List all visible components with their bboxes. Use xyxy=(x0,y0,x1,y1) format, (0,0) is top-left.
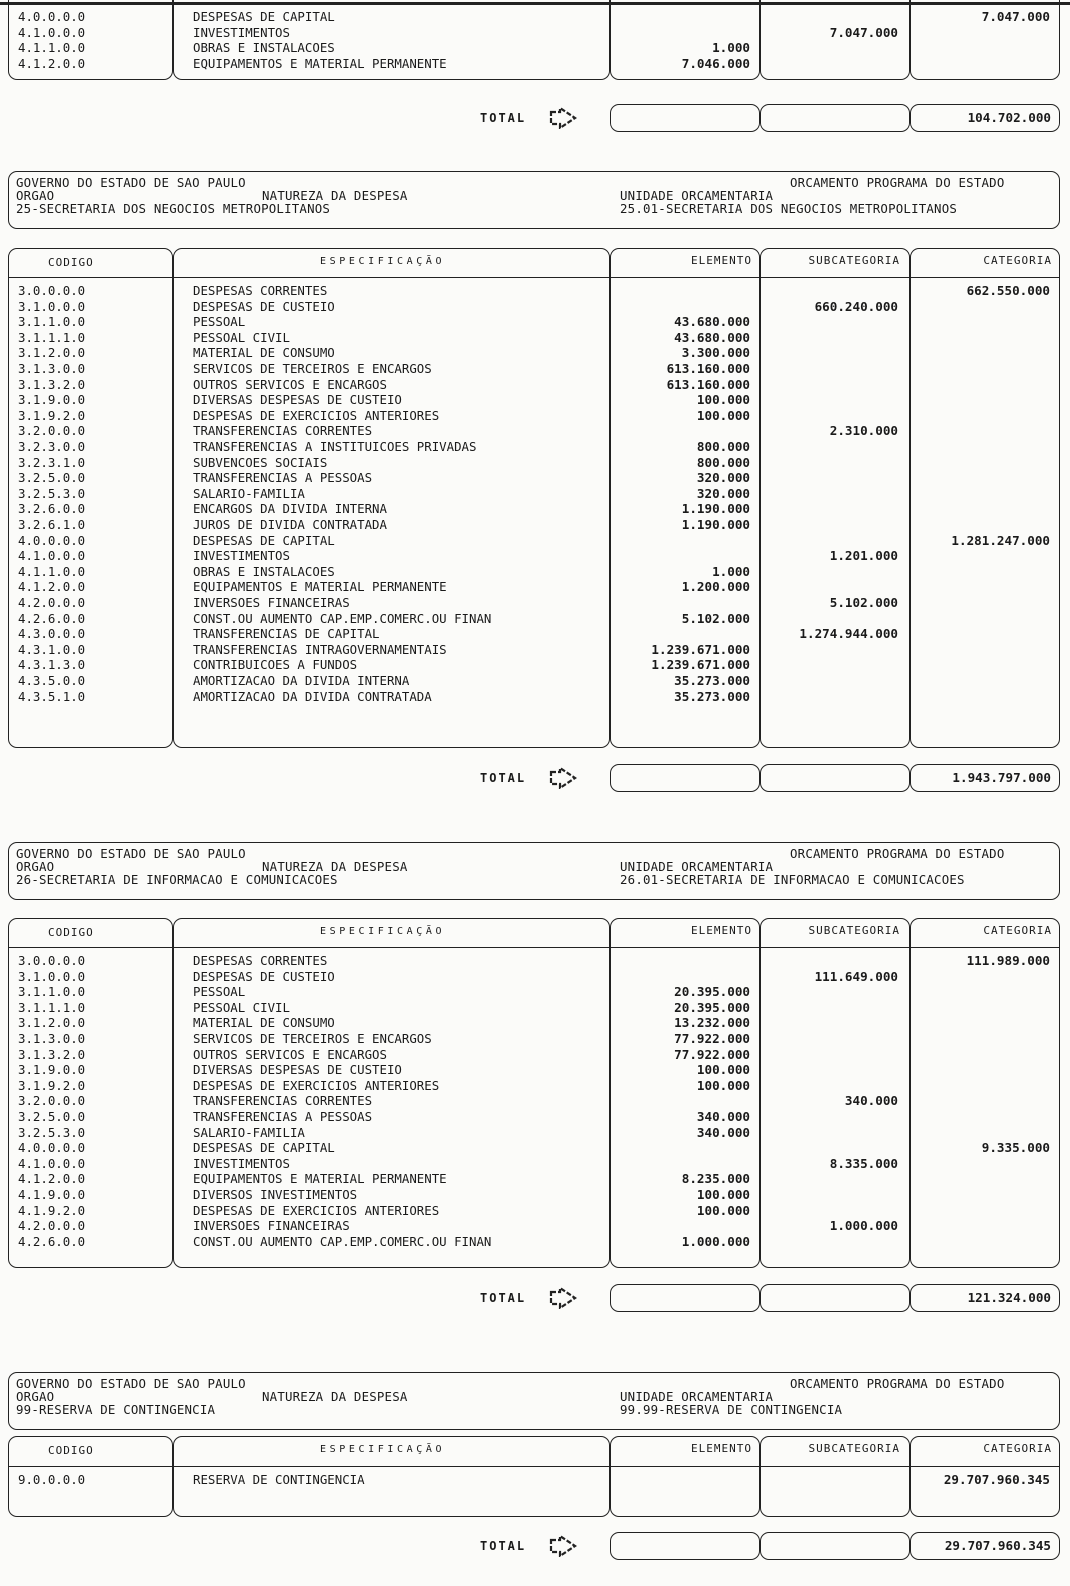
orcamento-title: ORCAMENTO PROGRAMA DO ESTADO xyxy=(790,1376,1005,1391)
row-categoria: 7.047.000 xyxy=(981,9,1050,24)
row-code: 4.1.2.0.0 xyxy=(18,1171,86,1187)
row-elemento: 1.200.000 xyxy=(681,579,750,595)
row-subcategoria: 111.649.000 xyxy=(814,968,898,984)
row-code: 4.1.2.0.0 xyxy=(18,579,86,595)
row-specification: PESSOAL xyxy=(193,984,246,1000)
column-header-elemento: ELEMENTO xyxy=(691,254,752,267)
orgao-label: ORGAO xyxy=(16,859,55,874)
total-categoria-box xyxy=(910,1532,1060,1560)
row-code: 3.0.0.0.0 xyxy=(18,283,86,298)
total-value: 29.707.960.345 xyxy=(944,1538,1051,1553)
row-specification: SERVICOS DE TERCEIROS E ENCARGOS xyxy=(193,1031,432,1046)
total-value: 121.324.000 xyxy=(967,1290,1051,1305)
column-header-elemento: ELEMENTO xyxy=(691,924,752,937)
row-code: 3.2.0.0.0 xyxy=(18,423,86,439)
row-specification: SALARIO-FAMILIA xyxy=(193,485,305,501)
row-elemento: 1.190.000 xyxy=(681,501,750,517)
row-code: 3.0.0.0.0 xyxy=(18,953,86,968)
row-elemento: 35.273.000 xyxy=(674,688,750,704)
row-specification: DESPESAS DE CAPITAL xyxy=(193,1140,335,1156)
orcamento-title: ORCAMENTO PROGRAMA DO ESTADO xyxy=(790,175,1005,190)
row-code: 4.1.1.0.0 xyxy=(18,40,86,56)
row-specification: DESPESAS DE CUSTEIO xyxy=(193,968,335,984)
column-header-subcategoria: SUBCATEGORIA xyxy=(808,254,900,267)
row-specification: DESPESAS DE CUSTEIO xyxy=(193,298,335,314)
row-elemento: 100.000 xyxy=(696,1202,750,1218)
row-code: 4.1.0.0.0 xyxy=(18,1155,86,1171)
row-specification: TRANSFERENCIAS A INSTITUICOES PRIVADAS xyxy=(193,439,477,454)
row-code: 4.2.6.0.0 xyxy=(18,1233,86,1249)
row-subcategoria: 5.102.000 xyxy=(829,595,898,610)
column-header-codigo: CODIGO xyxy=(48,1444,94,1457)
row-specification: INVESTIMENTOS xyxy=(193,24,290,40)
orgao-name: 25-SECRETARIA DOS NEGOCIOS METROPOLITANOS xyxy=(16,201,331,216)
row-elemento: 100.000 xyxy=(696,1077,750,1093)
row-specification: OBRAS E INSTALACOES xyxy=(193,40,335,56)
row-specification: TRANSFERENCIAS A PESSOAS xyxy=(193,470,373,486)
row-code: 4.2.0.0.0 xyxy=(18,595,86,610)
orgao-name: 99-RESERVA DE CONTINGENCIA xyxy=(16,1402,216,1417)
row-code: 3.1.9.0.0 xyxy=(18,392,86,408)
unidade-name: 25.01-SECRETARIA DOS NEGOCIOS METROPOLITANOS xyxy=(620,201,958,216)
row-subcategoria: 340.000 xyxy=(844,1093,898,1109)
row-specification: TRANSFERENCIAS CORRENTES xyxy=(193,1093,373,1109)
row-code: 4.1.1.0.0 xyxy=(18,563,86,579)
row-specification: ENCARGOS DA DIVIDA INTERNA xyxy=(193,501,387,517)
unidade-name: 99.99-RESERVA DE CONTINGENCIA xyxy=(620,1402,843,1417)
table-row xyxy=(0,1472,1070,1488)
column-header-especificacao: ESPECIFICAÇÃO xyxy=(320,926,446,937)
row-code: 4.3.1.0.0 xyxy=(18,641,86,657)
row-code: 4.1.2.0.0 xyxy=(18,55,86,71)
column-header-elemento: ELEMENTO xyxy=(691,1442,752,1455)
row-code: 3.2.3.0.0 xyxy=(18,439,86,454)
row-elemento: 613.160.000 xyxy=(666,361,750,376)
row-code: 4.1.0.0.0 xyxy=(18,548,86,564)
row-specification: JUROS DE DIVIDA CONTRATADA xyxy=(193,517,387,532)
row-code: 9.0.0.0.0 xyxy=(18,1472,86,1487)
row-specification: SALARIO-FAMILIA xyxy=(193,1124,305,1140)
total-label: TOTAL xyxy=(480,1539,527,1553)
row-specification: MATERIAL DE CONSUMO xyxy=(193,345,335,361)
row-elemento: 1.000.000 xyxy=(681,1233,750,1249)
row-code: 4.2.0.0.0 xyxy=(18,1218,86,1234)
row-specification: DESPESAS DE EXERCICIOS ANTERIORES xyxy=(193,1077,440,1093)
row-code: 3.1.1.0.0 xyxy=(18,314,86,330)
row-categoria: 9.335.000 xyxy=(981,1140,1050,1156)
row-specification: TRANSFERENCIAS DE CAPITAL xyxy=(193,626,380,642)
row-code: 4.3.5.0.0 xyxy=(18,673,86,688)
row-specification: TRANSFERENCIAS INTRAGOVERNAMENTAIS xyxy=(193,641,447,657)
row-code: 4.0.0.0.0 xyxy=(18,532,86,548)
natureza-label: NATUREZA DA DESPESA xyxy=(262,1389,408,1404)
row-code: 3.1.1.1.0 xyxy=(18,329,86,345)
row-code: 3.1.1.1.0 xyxy=(18,999,86,1015)
row-specification: TRANSFERENCIAS A PESSOAS xyxy=(193,1109,373,1124)
row-specification: CONST.OU AUMENTO CAP.EMP.COMERC.OU FINAN xyxy=(193,1233,492,1249)
column-header-categoria: CATEGORIA xyxy=(983,924,1052,937)
orgao-label: ORGAO xyxy=(16,188,55,203)
row-code: 3.1.2.0.0 xyxy=(18,1015,86,1031)
row-specification: AMORTIZACAO DA DIVIDA CONTRATADA xyxy=(193,688,432,704)
row-specification: AMORTIZACAO DA DIVIDA INTERNA xyxy=(193,673,410,688)
row-specification: DIVERSAS DESPESAS DE CUSTEIO xyxy=(193,392,402,408)
row-subcategoria: 1.201.000 xyxy=(829,548,898,564)
row-elemento: 1.000 xyxy=(712,40,750,56)
row-code: 3.2.3.1.0 xyxy=(18,454,86,470)
row-elemento: 1.000 xyxy=(712,563,750,579)
row-specification: SUBVENCOES SOCIAIS xyxy=(193,454,328,470)
row-code: 3.2.5.3.0 xyxy=(18,485,86,501)
row-code: 3.1.0.0.0 xyxy=(18,298,86,314)
row-code: 3.2.5.0.0 xyxy=(18,1109,86,1124)
column-header-especificacao: ESPECIFICAÇÃO xyxy=(320,256,446,267)
row-specification: EQUIPAMENTOS E MATERIAL PERMANENTE xyxy=(193,55,447,71)
row-subcategoria: 1.000.000 xyxy=(829,1218,898,1234)
row-code: 4.1.9.0.0 xyxy=(18,1187,86,1202)
row-specification: CONTRIBUICOES A FUNDOS xyxy=(193,657,358,673)
row-code: 3.1.1.0.0 xyxy=(18,984,86,1000)
government-title: GOVERNO DO ESTADO DE SAO PAULO xyxy=(16,175,246,190)
row-code: 3.2.6.0.0 xyxy=(18,501,86,517)
row-code: 4.0.0.0.0 xyxy=(18,1140,86,1156)
row-code: 3.1.2.0.0 xyxy=(18,345,86,361)
row-specification: PESSOAL xyxy=(193,314,246,330)
row-elemento: 800.000 xyxy=(696,454,750,470)
total-label: TOTAL xyxy=(480,111,527,125)
row-elemento: 1.239.671.000 xyxy=(651,657,750,673)
row-elemento: 340.000 xyxy=(696,1109,750,1124)
total-value: 1.943.797.000 xyxy=(952,770,1051,785)
row-specification: TRANSFERENCIAS CORRENTES xyxy=(193,423,373,439)
row-specification: DESPESAS DE CAPITAL xyxy=(193,532,335,548)
row-code: 4.1.9.2.0 xyxy=(18,1202,86,1218)
row-elemento: 7.046.000 xyxy=(681,55,750,71)
row-elemento: 100.000 xyxy=(696,392,750,408)
row-elemento: 1.239.671.000 xyxy=(651,641,750,657)
total-label: TOTAL xyxy=(480,1291,527,1305)
row-elemento: 77.922.000 xyxy=(674,1031,750,1046)
row-categoria: 1.281.247.000 xyxy=(951,532,1050,548)
row-specification: DIVERSOS INVESTIMENTOS xyxy=(193,1187,358,1202)
unidade-label: UNIDADE ORCAMENTARIA xyxy=(620,1389,774,1404)
row-elemento: 13.232.000 xyxy=(674,1015,750,1031)
row-specification: OBRAS E INSTALACOES xyxy=(193,563,335,579)
row-code: 3.2.5.0.0 xyxy=(18,470,86,486)
row-elemento: 43.680.000 xyxy=(674,314,750,330)
row-code: 3.2.5.3.0 xyxy=(18,1124,86,1140)
unidade-name: 26.01-SECRETARIA DE INFORMACAO E COMUNICACOES xyxy=(620,872,965,887)
government-title: GOVERNO DO ESTADO DE SAO PAULO xyxy=(16,1376,246,1391)
row-specification: SERVICOS DE TERCEIROS E ENCARGOS xyxy=(193,361,432,376)
row-categoria: 111.989.000 xyxy=(966,953,1050,968)
row-code: 4.3.0.0.0 xyxy=(18,626,86,642)
row-elemento: 100.000 xyxy=(696,407,750,423)
row-code: 3.2.0.0.0 xyxy=(18,1093,86,1109)
row-specification: DESPESAS DE EXERCICIOS ANTERIORES xyxy=(193,1202,440,1218)
unidade-label: UNIDADE ORCAMENTARIA xyxy=(620,859,774,874)
row-code: 3.1.3.2.0 xyxy=(18,1046,86,1062)
arrow-right-icon xyxy=(548,1535,578,1557)
row-categoria: 29.707.960.345 xyxy=(943,1472,1050,1487)
row-elemento: 320.000 xyxy=(696,485,750,501)
column-header-codigo: CODIGO xyxy=(48,926,94,939)
total-value: 104.702.000 xyxy=(967,110,1051,125)
row-code: 4.2.6.0.0 xyxy=(18,610,86,626)
row-code: 4.3.1.3.0 xyxy=(18,657,86,673)
row-code: 3.1.9.2.0 xyxy=(18,407,86,423)
row-specification: DESPESAS DE EXERCICIOS ANTERIORES xyxy=(193,407,440,423)
row-specification: CONST.OU AUMENTO CAP.EMP.COMERC.OU FINAN xyxy=(193,610,492,626)
row-subcategoria: 1.274.944.000 xyxy=(799,626,898,642)
column-header-codigo: CODIGO xyxy=(48,256,94,269)
row-elemento: 20.395.000 xyxy=(674,984,750,1000)
row-elemento: 35.273.000 xyxy=(674,673,750,688)
row-elemento: 613.160.000 xyxy=(666,376,750,392)
row-specification: EQUIPAMENTOS E MATERIAL PERMANENTE xyxy=(193,579,447,595)
total-label: TOTAL xyxy=(480,771,527,785)
orgao-name: 26-SECRETARIA DE INFORMACAO E COMUNICACOES xyxy=(16,872,338,887)
row-subcategoria: 660.240.000 xyxy=(814,298,898,314)
row-elemento: 320.000 xyxy=(696,470,750,486)
row-elemento: 8.235.000 xyxy=(681,1171,750,1187)
unidade-label: UNIDADE ORCAMENTARIA xyxy=(620,188,774,203)
row-subcategoria: 2.310.000 xyxy=(829,423,898,439)
row-specification: INVESTIMENTOS xyxy=(193,548,290,564)
row-elemento: 1.190.000 xyxy=(681,517,750,532)
row-code: 3.1.3.0.0 xyxy=(18,1031,86,1046)
row-specification: PESSOAL CIVIL xyxy=(193,329,290,345)
row-elemento: 5.102.000 xyxy=(681,610,750,626)
row-specification: DESPESAS CORRENTES xyxy=(193,953,328,968)
orgao-label: ORGAO xyxy=(16,1389,55,1404)
row-specification: EQUIPAMENTOS E MATERIAL PERMANENTE xyxy=(193,1171,447,1187)
row-elemento: 77.922.000 xyxy=(674,1046,750,1062)
natureza-label: NATUREZA DA DESPESA xyxy=(262,859,408,874)
row-specification: DIVERSAS DESPESAS DE CUSTEIO xyxy=(193,1062,402,1078)
row-specification: OUTROS SERVICOS E ENCARGOS xyxy=(193,376,387,392)
row-code: 4.1.0.0.0 xyxy=(18,24,86,40)
orcamento-title: ORCAMENTO PROGRAMA DO ESTADO xyxy=(790,846,1005,861)
row-elemento: 340.000 xyxy=(696,1124,750,1140)
column-header-categoria: CATEGORIA xyxy=(983,1442,1052,1455)
row-code: 3.1.3.0.0 xyxy=(18,361,86,376)
column-header-categoria: CATEGORIA xyxy=(983,254,1052,267)
row-elemento: 800.000 xyxy=(696,439,750,454)
row-elemento: 3.300.000 xyxy=(681,345,750,361)
row-specification: RESERVA DE CONTINGENCIA xyxy=(193,1472,365,1487)
row-code: 4.3.5.1.0 xyxy=(18,688,86,704)
row-specification: DESPESAS CORRENTES xyxy=(193,283,328,298)
colhead-divider xyxy=(8,1466,1060,1467)
row-code: 3.1.9.2.0 xyxy=(18,1077,86,1093)
row-code: 3.1.0.0.0 xyxy=(18,968,86,984)
row-specification: INVERSOES FINANCEIRAS xyxy=(193,1218,350,1234)
total-elemento-box xyxy=(610,1532,760,1560)
row-code: 3.1.9.0.0 xyxy=(18,1062,86,1078)
row-elemento: 100.000 xyxy=(696,1187,750,1202)
row-specification: PESSOAL CIVIL xyxy=(193,999,290,1015)
natureza-label: NATUREZA DA DESPESA xyxy=(262,188,408,203)
row-specification: MATERIAL DE CONSUMO xyxy=(193,1015,335,1031)
total-subcategoria-box xyxy=(760,1532,910,1560)
row-subcategoria: 8.335.000 xyxy=(829,1155,898,1171)
row-specification: DESPESAS DE CAPITAL xyxy=(193,9,335,24)
row-specification: INVESTIMENTOS xyxy=(193,1155,290,1171)
government-title: GOVERNO DO ESTADO DE SAO PAULO xyxy=(16,846,246,861)
row-elemento: 43.680.000 xyxy=(674,329,750,345)
row-subcategoria: 7.047.000 xyxy=(829,24,898,40)
row-specification: INVERSOES FINANCEIRAS xyxy=(193,595,350,610)
column-header-especificacao: ESPECIFICAÇÃO xyxy=(320,1444,446,1455)
row-code: 3.1.3.2.0 xyxy=(18,376,86,392)
row-categoria: 662.550.000 xyxy=(966,283,1050,298)
row-code: 4.0.0.0.0 xyxy=(18,9,86,24)
row-specification: OUTROS SERVICOS E ENCARGOS xyxy=(193,1046,387,1062)
column-header-subcategoria: SUBCATEGORIA xyxy=(808,1442,900,1455)
row-code: 3.2.6.1.0 xyxy=(18,517,86,532)
row-elemento: 20.395.000 xyxy=(674,999,750,1015)
column-header-subcategoria: SUBCATEGORIA xyxy=(808,924,900,937)
row-elemento: 100.000 xyxy=(696,1062,750,1078)
